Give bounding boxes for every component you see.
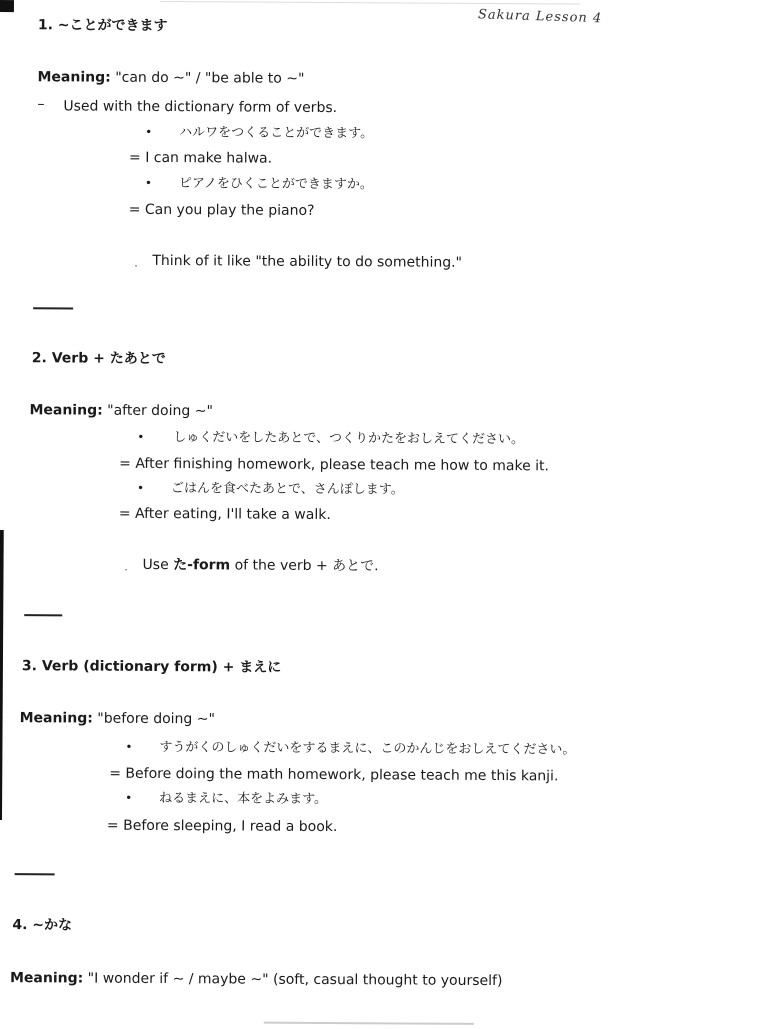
section-3-heading: 3. Verb (dictionary form) + まえに: [21, 658, 282, 676]
handwritten-note: Sakura Lesson 4: [477, 7, 603, 27]
section-2-heading: 2. Verb + たあとで: [31, 350, 166, 368]
scan-top-rule: [160, 1, 580, 5]
section-2-example-1-en: = After finishing homework, please teach me how to make it.: [119, 455, 550, 475]
scan-left-edge-shadow: [0, 530, 4, 820]
section-4-heading: 4. ~かな: [12, 917, 73, 934]
meaning-label: Meaning:: [29, 402, 103, 419]
section-3-example-1-jp: すうがくのしゅくだいをするまえに、このかんじをおしえてください。: [159, 739, 576, 758]
bullet-icon: •: [137, 429, 145, 444]
bullet-icon: •: [136, 480, 145, 495]
section-1-example-2-jp: ピアノをひくことができますか。: [178, 176, 373, 193]
section-2-example-2-en: = After eating, I'll take a walk.: [118, 505, 331, 524]
section-1-meaning: [37, 68, 304, 88]
note-marker-icon: ˯: [134, 256, 138, 268]
note-marker-icon: ˯: [124, 560, 128, 572]
section-3-example-1-en: = Before doing the math homework, please teach me this kanji.: [109, 765, 559, 785]
section-1-usage: Used with the dictionary form of verbs.: [63, 98, 338, 117]
scan-bottom-rule: [264, 1022, 474, 1025]
note-emphasis: た-form: [173, 557, 231, 574]
section-divider: [15, 873, 55, 875]
section-3-meaning: [20, 709, 215, 728]
meaning-text: "before doing ~": [92, 710, 216, 728]
meaning-label: Meaning:: [37, 69, 111, 86]
meaning-label: Meaning:: [9, 970, 84, 987]
meaning-label: Meaning:: [19, 710, 93, 727]
meaning-text: "can do ~" / "be able to ~": [110, 69, 305, 87]
section-2-note: [142, 556, 378, 575]
section-divider: [33, 307, 73, 309]
section-2-example-1-jp: しゅくだいをしたあとで、つくりかたをおしえてください。: [173, 430, 525, 448]
section-1-example-1-en: = I can make halwa.: [128, 149, 273, 167]
section-1-usage-marker: –: [37, 96, 45, 113]
note-text: of the verb + あとで.: [230, 557, 379, 575]
section-1-heading: 1. ~ことができます: [37, 17, 168, 35]
section-1-example-2-en: = Can you play the piano?: [128, 201, 315, 219]
bullet-icon: •: [125, 739, 133, 754]
meaning-text: "after doing ~": [102, 402, 213, 420]
bullet-icon: •: [125, 790, 133, 805]
note-text: Use: [142, 556, 174, 574]
scan-corner-mark: [0, 0, 14, 12]
section-2-example-2-jp: ごはんを食べたあとで、さんぽします。: [170, 481, 404, 498]
meaning-text: "I wonder if ~ / maybe ~" (soft, casual thought to yourself): [83, 970, 503, 990]
section-divider: [24, 614, 62, 616]
bullet-icon: •: [144, 175, 153, 190]
section-1-note: Think of it like "the ability to do something.": [152, 252, 463, 271]
section-3-example-2-en: = Before sleeping, I read a book.: [106, 817, 338, 836]
bullet-icon: •: [145, 124, 153, 139]
section-1-example-1-jp: ハルワをつくることができます。: [179, 125, 374, 142]
section-4-meaning: [10, 969, 503, 990]
section-3-example-2-jp: ねるまえに、本をよみます。: [159, 790, 328, 808]
section-2-meaning: [29, 401, 213, 420]
